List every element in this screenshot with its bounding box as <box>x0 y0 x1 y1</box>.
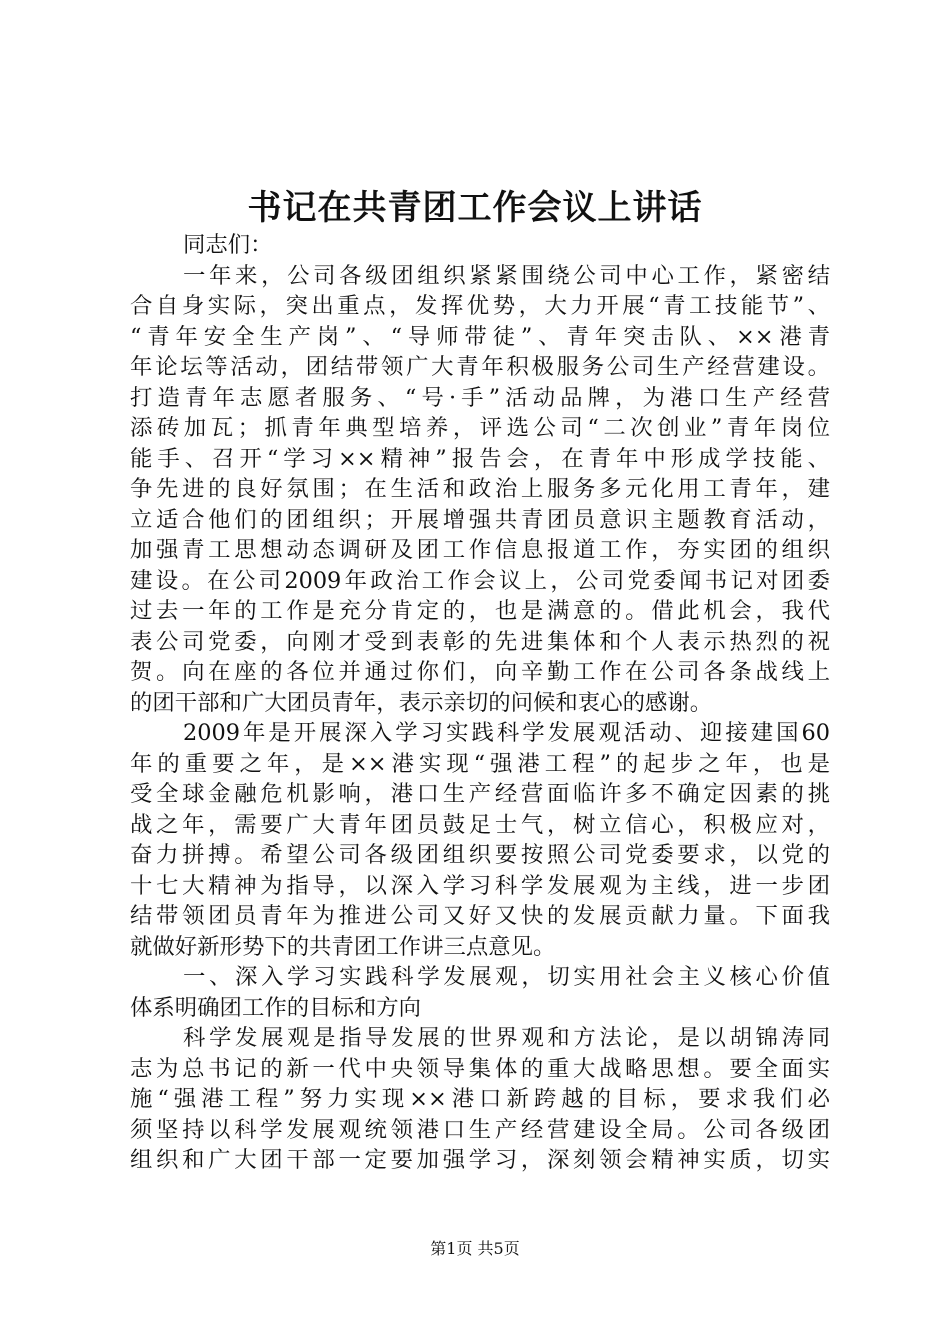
text-line: 表公司党委，向刚才受到表彰的先进集体和个人表示热烈的祝 <box>130 628 830 655</box>
text-line: 立适合他们的团组织；开展增强共青团员意识主题教育活动， <box>130 506 830 533</box>
text-line: 施“强港工程”努力实现××港口新跨越的目标，要求我们必 <box>130 1086 830 1112</box>
text-line: 过去一年的工作是充分肯定的，也是满意的。借此机会，我代 <box>130 598 830 624</box>
text-line: 受全球金融危机影响，港口生产经营面临许多不确定因素的挑 <box>130 781 830 807</box>
text-line: 贺。向在座的各位并通过你们，向辛勤工作在公司各条战线上 <box>130 659 830 685</box>
text-line: 加强青工思想动态调研及团工作信息报道工作，夯实团的组织 <box>130 537 830 563</box>
text-line: 年论坛等活动，团结带领广大青年积极服务公司生产经营建设。 <box>130 354 830 380</box>
text-line: 的团干部和广大团员青年，表示亲切的问候和衷心的感谢。 <box>130 689 713 716</box>
document-title: 书记在共青团工作会议上讲话 <box>247 188 703 228</box>
text-line: 结带领团员青年为推进公司又好又快的发展贡献力量。下面我 <box>130 903 830 929</box>
text-line: 同志们： <box>183 232 273 258</box>
text-line: 合自身实际，突出重点，发挥优势，大力开展“青工技能节”、 <box>130 293 830 319</box>
text-line: “青年安全生产岗”、“导师带徒”、青年突击队、××港青 <box>130 323 830 350</box>
text-line: 年的重要之年，是××港实现“强港工程”的起步之年，也是 <box>130 750 830 777</box>
page-footer: 第1页 共5页 <box>430 1239 520 1258</box>
text-line: 建设。在公司2009年政治工作会议上，公司党委闻书记对团委 <box>130 567 830 594</box>
text-line: 组织和广大团干部一定要加强学习，深刻领会精神实质，切实 <box>130 1147 830 1173</box>
text-line: 志为总书记的新一代中央领导集体的重大战略思想。要全面实 <box>130 1055 830 1082</box>
text-line: 战之年，需要广大青年团员鼓足士气，树立信心，积极应对， <box>130 811 830 838</box>
text-line: 科学发展观是指导发展的世界观和方法论，是以胡锦涛同 <box>183 1025 830 1051</box>
text-line: 须坚持以科学发展观统领港口生产经营建设全局。公司各级团 <box>130 1116 830 1143</box>
text-line: 体系明确团工作的目标和方向 <box>130 994 422 1021</box>
text-line: 添砖加瓦；抓青年典型培养，评选公司“二次创业”青年岗位 <box>130 415 830 441</box>
text-line: 能手、召开“学习××精神”报告会，在青年中形成学技能、 <box>130 445 830 472</box>
text-line: 打造青年志愿者服务、“号·手”活动品牌，为港口生产经营 <box>130 384 830 411</box>
text-line: 奋力拼搏。希望公司各级团组织要按照公司党委要求，以党的 <box>130 842 830 868</box>
text-line: 就做好新形势下的共青团工作讲三点意见。 <box>130 933 556 960</box>
text-line: 一、深入学习实践科学发展观，切实用社会主义核心价值 <box>183 964 830 990</box>
text-line: 2009年是开展深入学习实践科学发展观活动、迎接建国60 <box>183 720 830 746</box>
text-line: 十七大精神为指导，以深入学习科学发展观为主线，进一步团 <box>130 872 830 899</box>
document-body <box>130 230 830 1176</box>
text-line: 争先进的良好氛围；在生活和政治上服务多元化用工青年，建 <box>130 476 830 502</box>
text-line: 一年来，公司各级团组织紧紧围绕公司中心工作，紧密结 <box>183 262 830 289</box>
